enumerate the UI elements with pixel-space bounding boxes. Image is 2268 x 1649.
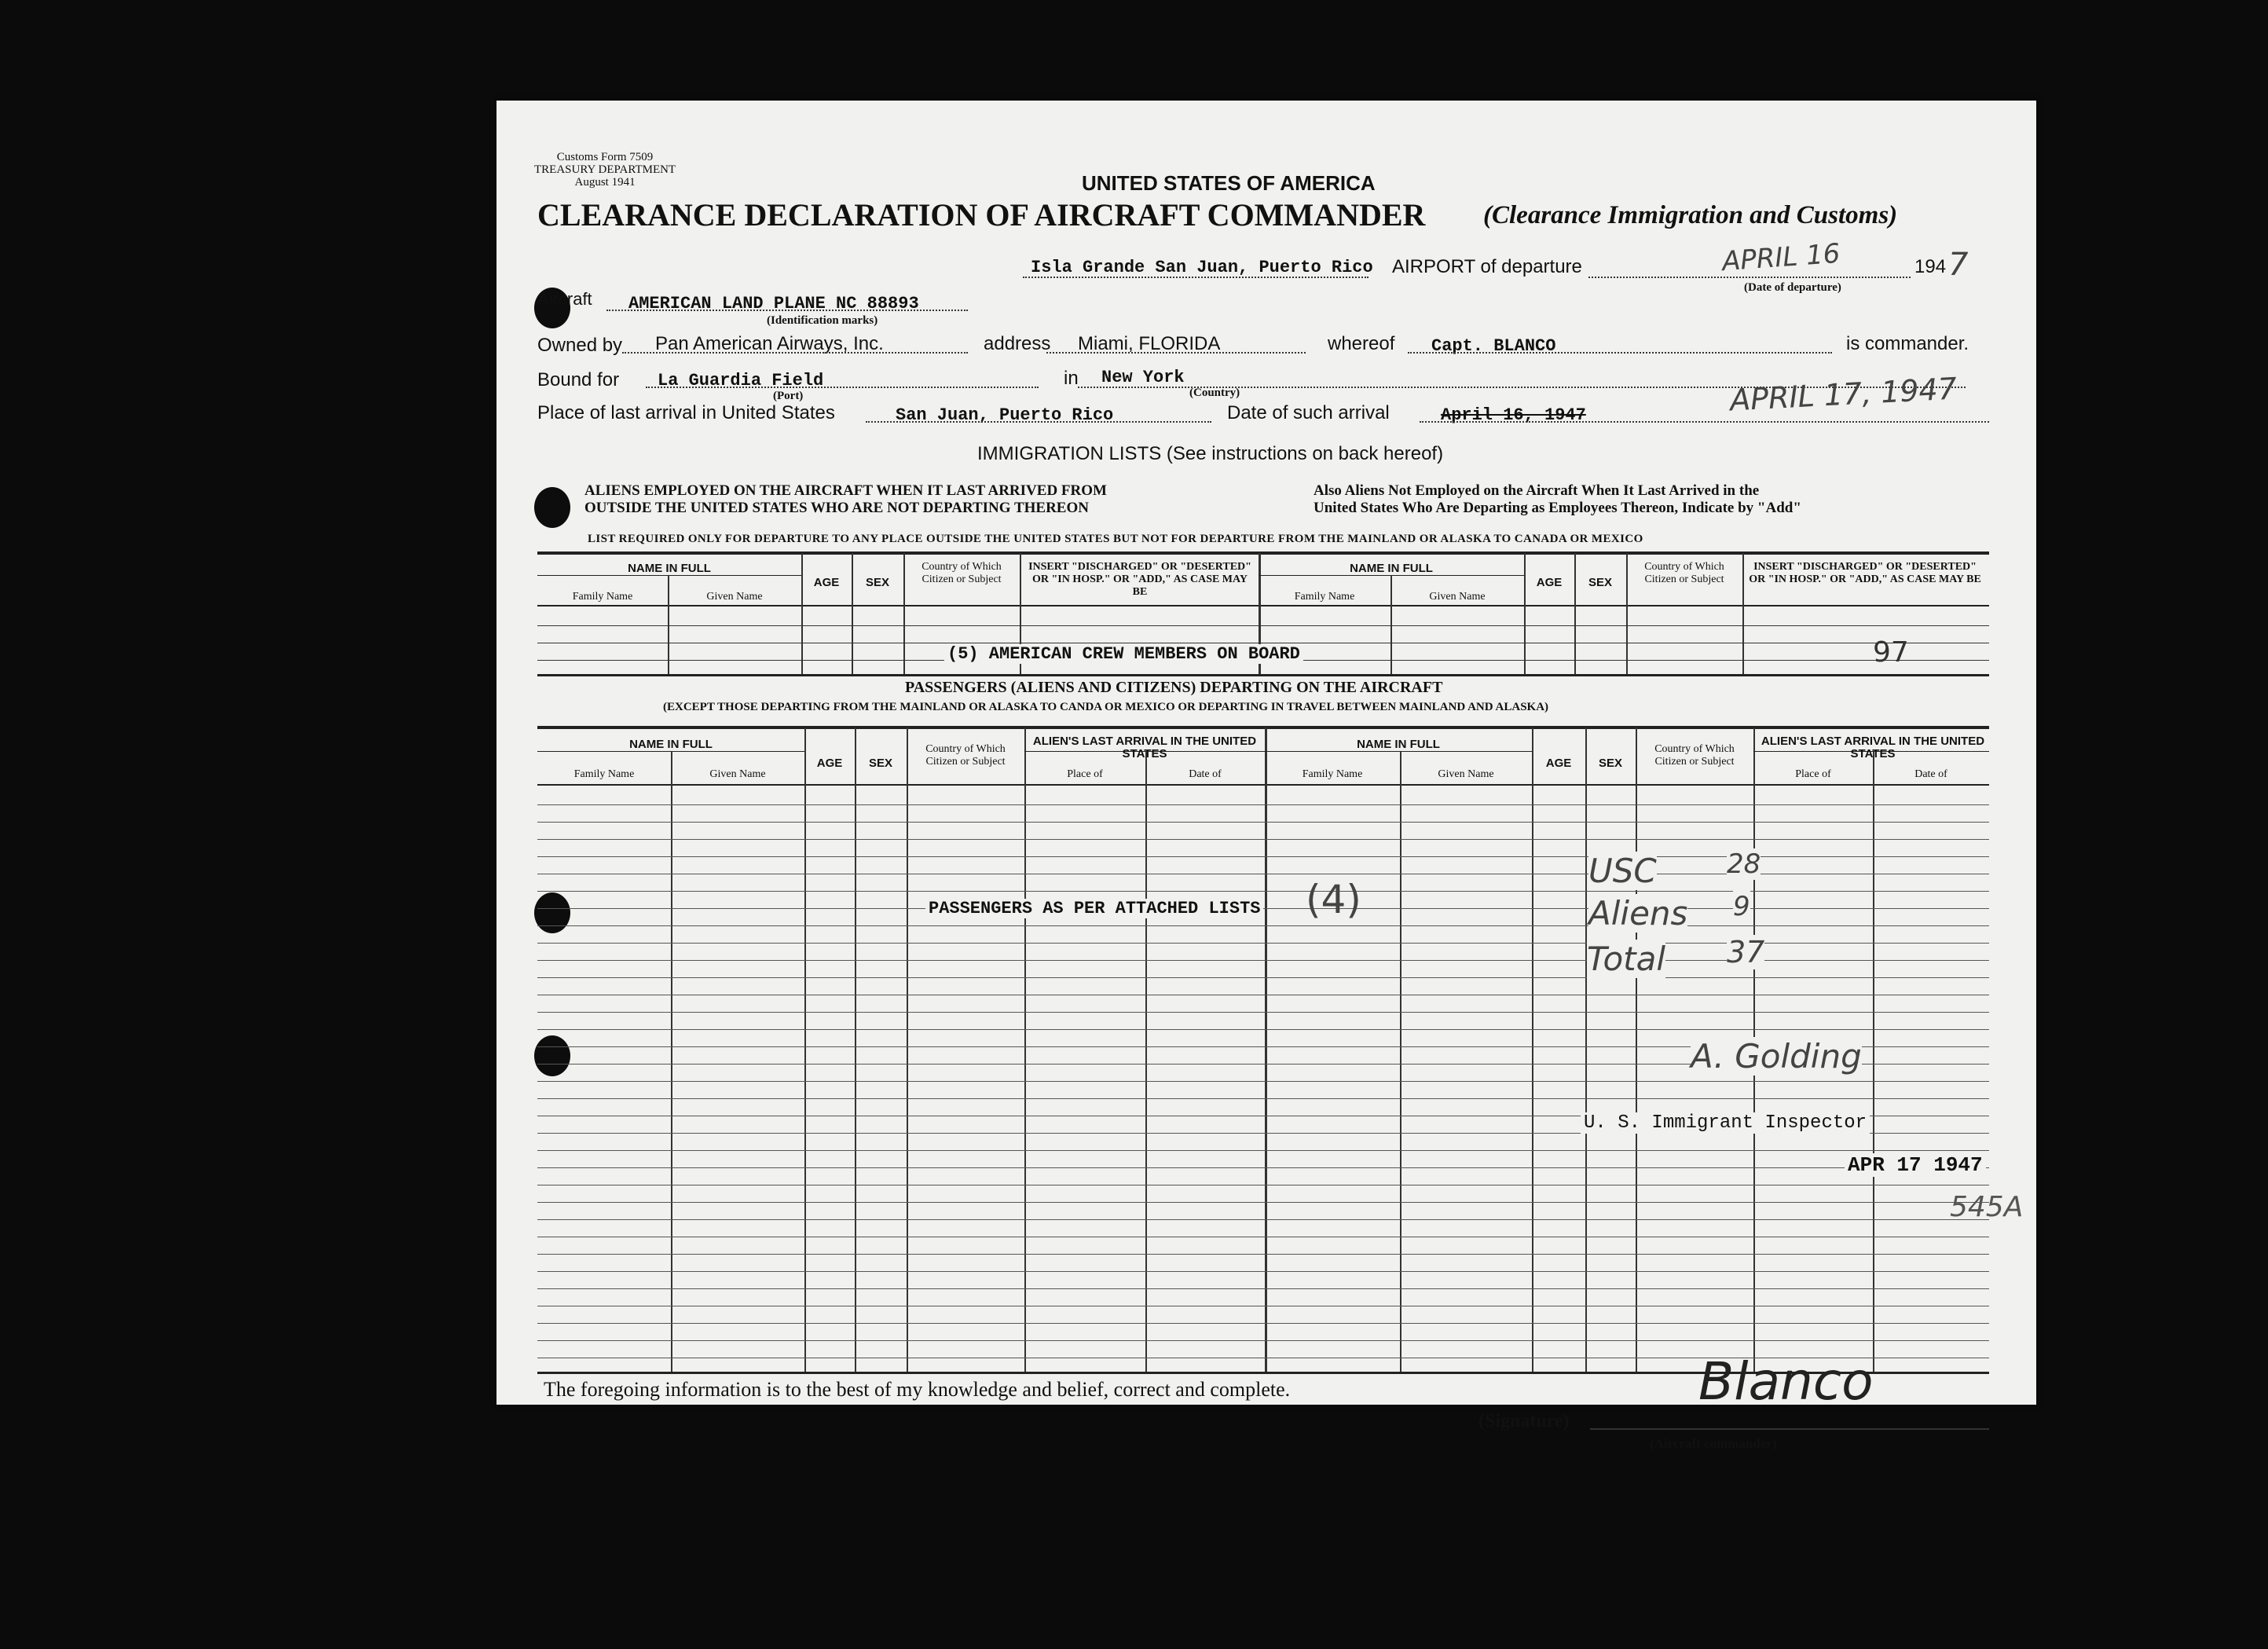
port-caption: (Port)	[773, 390, 804, 402]
department: TREASURY DEPARTMENT	[534, 163, 676, 176]
date-of-departure-caption: (Date of departure)	[1744, 281, 1841, 294]
departure-date-value: APRIL 16	[1720, 237, 1841, 278]
document-page	[496, 101, 2036, 1451]
date-of-arrival-value: April 16, 1947	[1441, 405, 1586, 425]
crew-age-header: AGE	[813, 576, 840, 589]
crew-given-header: Given Name	[706, 591, 763, 603]
tally-aliens-label: Aliens	[1588, 894, 1688, 933]
passengers-except: (EXCEPT THOSE DEPARTING FROM THE MAINLAND OR ALASKA TO CANDA OR MEXICO OR DEPARTING IN TRAVEL BETWEEN MAINLAND AND ALASKA)	[663, 701, 1549, 713]
year-prefix: 194	[1914, 256, 1947, 277]
in-label: in	[1064, 368, 1079, 389]
crew-number: 97	[1873, 636, 1909, 669]
right-note-line-2: United States Who Are Departing as Employees Thereon, Indicate by "Add"	[1314, 500, 1801, 516]
crew-name-header: NAME IN FULL	[628, 562, 711, 575]
table-row-rule	[537, 943, 1989, 944]
form-title: CLEARANCE DECLARATION OF AIRCRAFT COMMANDER	[537, 197, 1426, 233]
owner-value: Pan American Airways, Inc.	[655, 333, 884, 354]
table-row-rule	[537, 1288, 1989, 1289]
identification-caption: (Identification marks)	[767, 314, 878, 327]
commander-signature: Blanco	[1698, 1351, 1874, 1412]
table-row-rule	[537, 1012, 1989, 1013]
aircraft-commander-caption: (Aircraft commander)	[1650, 1436, 1777, 1451]
table-row-rule	[537, 977, 1989, 978]
crew-age-header-right: AGE	[1536, 576, 1563, 589]
list-required-note: LIST REQUIRED ONLY FOR DEPARTURE TO ANY PLACE OUTSIDE THE UNITED STATES BUT NOT FOR DEPARTURE FROM THE MAINLAND OR ALASKA TO CANADA OR MEXICO	[588, 533, 1643, 545]
bound-for-label: Bound for	[537, 369, 620, 390]
address-label: address	[984, 333, 1051, 354]
inspector-note: 545A	[1950, 1191, 2024, 1223]
last-arrival-place: San Juan, Puerto Rico	[896, 405, 1114, 425]
pass-sex-header-right: SEX	[1598, 757, 1622, 770]
punch-hole-4	[534, 1035, 570, 1076]
table-row-rule	[537, 1150, 1989, 1151]
form-subtitle: (Clearance Immigration and Customs)	[1483, 201, 1898, 229]
form-date: August 1941	[574, 176, 636, 189]
footer-statement: The foregoing information is to the best of my knowledge and belief, correct and complete.	[544, 1378, 1291, 1401]
table-row-rule	[537, 1167, 1989, 1168]
pass-date-header-right: Date of	[1914, 768, 1947, 780]
aliens-not-employed-note	[1314, 482, 1801, 517]
departure-airport-value: Isla Grande San Juan, Puerto Rico	[1031, 258, 1373, 277]
passengers-attached-count: (4)	[1306, 877, 1361, 922]
table-row-rule	[537, 925, 1989, 926]
tally-usc-value: 28	[1727, 848, 1761, 880]
punch-hole-2	[534, 487, 570, 528]
table-row-rule	[537, 960, 1989, 961]
pass-name-header-right: NAME IN FULL	[1357, 738, 1440, 751]
table-row-rule	[537, 1202, 1989, 1203]
pass-given-header: Given Name	[709, 768, 766, 780]
country-caption: (Country)	[1189, 387, 1240, 399]
handwritten-arrival-date: APRIL 17, 1947	[1729, 371, 1958, 418]
pass-family-header-right: Family Name	[1302, 768, 1363, 780]
crew-given-header-right: Given Name	[1429, 591, 1486, 603]
passengers-title: PASSENGERS (ALIENS AND CITIZENS) DEPARTING ON THE AIRCRAFT	[905, 679, 1443, 696]
pass-sex-header: SEX	[868, 757, 892, 770]
table-row-rule	[537, 839, 1989, 840]
pass-country-header: Country of Which Citizen or Subject	[925, 743, 1006, 768]
pass-date-header: Date of	[1189, 768, 1222, 780]
table-row-rule	[537, 1323, 1989, 1324]
pass-age-header-right: AGE	[1545, 757, 1572, 770]
crew-insert-header-right: INSERT "DISCHARGED" OR "DESERTED" OR "IN HOSP." OR "ADD," AS CASE MAY BE	[1749, 561, 1981, 585]
inspector-stamp: APR 17 1947	[1845, 1153, 1986, 1177]
whereof-label: whereof	[1328, 333, 1395, 354]
pass-name-header: NAME IN FULL	[629, 738, 713, 751]
crew-country-header-right: Country of Which Citizen or Subject	[1644, 561, 1724, 585]
inspector-title: U. S. Immigrant Inspector	[1581, 1112, 1870, 1134]
passengers-attached-line: PASSENGERS AS PER ATTACHED LISTS	[925, 899, 1263, 918]
tally-aliens-value: 9	[1733, 891, 1750, 922]
crew-family-header: Family Name	[572, 591, 633, 603]
signature-label: (Signature)	[1478, 1411, 1570, 1431]
pass-place-header: Place of	[1067, 768, 1103, 780]
is-commander-label: is commander.	[1846, 333, 1969, 354]
country-heading: UNITED STATES OF AMERICA	[1082, 171, 1376, 195]
pass-country-header-right: Country of Which Citizen or Subject	[1654, 743, 1735, 768]
owned-by-label: Owned by	[537, 335, 623, 356]
table-row-rule	[537, 856, 1989, 857]
aliens-employed-note	[584, 482, 1107, 517]
country-value-final: New York	[1101, 368, 1185, 387]
tally-total-label: Total	[1587, 940, 1666, 978]
tally-usc-label: USC	[1588, 852, 1657, 890]
immigration-lists-title: IMMIGRATION LISTS (See instructions on back hereof)	[977, 443, 1444, 464]
table-row-rule	[537, 1340, 1989, 1341]
inspector-signature: A. Golding	[1691, 1037, 1862, 1076]
aircraft-label: Aircraft	[537, 289, 592, 309]
commander-value: Capt. BLANCO	[1431, 336, 1556, 356]
crew-country-header: Country of Which Citizen or Subject	[921, 561, 1002, 585]
punch-hole-3	[534, 892, 570, 933]
form-info	[534, 151, 676, 189]
pass-age-header: AGE	[816, 757, 843, 770]
left-note-line-2: OUTSIDE THE UNITED STATES WHO ARE NOT DEPARTING THEREON	[584, 500, 1089, 516]
crew-sex-header: SEX	[865, 576, 889, 589]
form-number: Customs Form 7509	[556, 151, 654, 163]
tally-total-value: 37	[1727, 935, 1765, 969]
table-row-rule	[537, 1098, 1989, 1099]
table-row-rule	[537, 804, 1989, 805]
crew-family-header-right: Family Name	[1294, 591, 1355, 603]
crew-name-header-right: NAME IN FULL	[1350, 562, 1433, 575]
table-row-rule	[537, 1271, 1989, 1272]
right-note-line-1: Also Aliens Not Employed on the Aircraft When It Last Arrived in the	[1314, 482, 1760, 499]
left-note-line-1: ALIENS EMPLOYED ON THE AIRCRAFT WHEN IT LAST ARRIVED FROM	[584, 482, 1107, 499]
last-arrival-label: Place of last arrival in United States	[537, 402, 835, 423]
table-row-rule	[537, 822, 1989, 823]
crew-sex-header-right: SEX	[1588, 576, 1612, 589]
table-row-rule	[537, 1254, 1989, 1255]
table-row-rule	[537, 1029, 1989, 1030]
address-value: Miami, FLORIDA	[1078, 333, 1221, 354]
crew-insert-header: INSERT "DISCHARGED" OR "DESERTED" OR "IN HOSP." OR "ADD," AS CASE MAY BE	[1028, 561, 1251, 598]
airport-label: AIRPORT of departure	[1392, 256, 1582, 277]
pass-place-header-right: Place of	[1795, 768, 1831, 780]
year-suffix: 7	[1948, 247, 1969, 283]
port-value: La Guardia Field	[658, 371, 824, 390]
aircraft-value: AMERICAN LAND PLANE NC 88893	[628, 294, 919, 313]
pass-alien-last-header-right: ALIEN'S LAST ARRIVAL IN THE UNITED STATES	[1761, 735, 1985, 760]
pass-given-header-right: Given Name	[1438, 768, 1494, 780]
table-row-rule	[537, 1219, 1989, 1220]
date-of-arrival-label: Date of such arrival	[1227, 402, 1390, 423]
table-row-rule	[537, 1081, 1989, 1082]
pass-family-header: Family Name	[573, 768, 635, 780]
table-row-rule	[537, 891, 1989, 892]
pass-alien-last-header: ALIEN'S LAST ARRIVAL IN THE UNITED STATES	[1032, 735, 1257, 760]
crew-members-line: (5) AMERICAN CREW MEMBERS ON BOARD	[944, 644, 1303, 664]
